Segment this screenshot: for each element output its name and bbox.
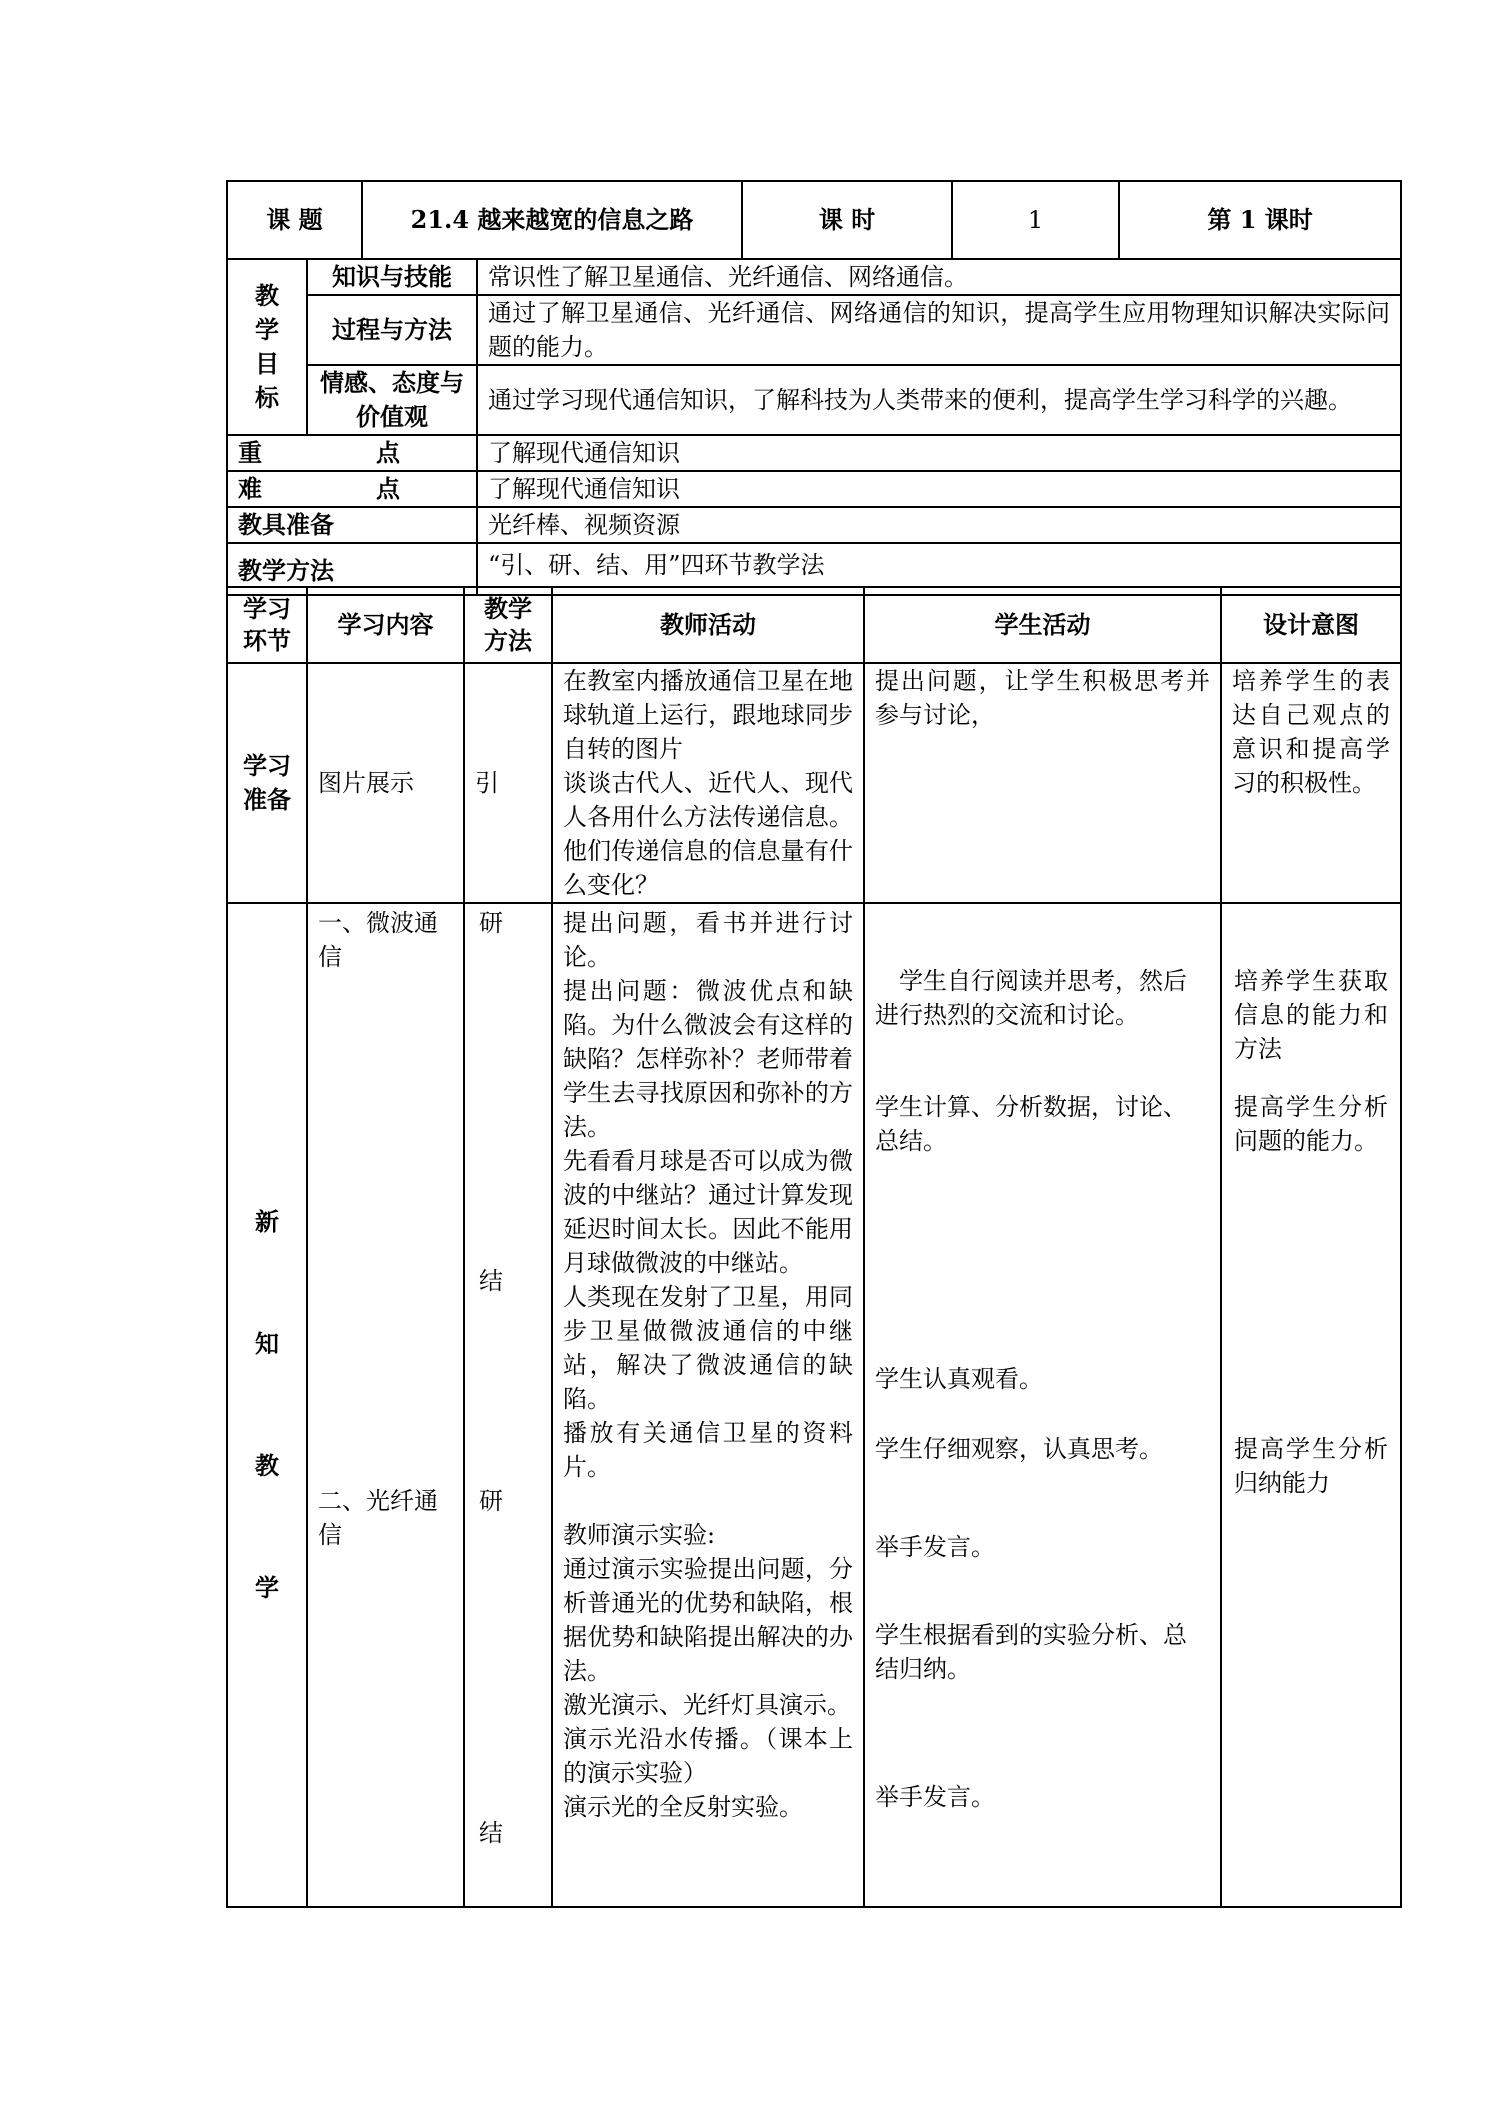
topic-row xyxy=(227,181,1401,259)
new-teacher-7: 通过演示实验提出问题，分析普通光的优势和缺陷，根据优势和缺陷提出解决的办法。 xyxy=(563,1555,853,1685)
prep-student: 提出问题，让学生积极思考并参与讨论， xyxy=(864,663,1221,903)
method-label: 教学方法 xyxy=(227,543,477,595)
new-student xyxy=(864,903,1221,1907)
new-content-1: 一、微波通信 xyxy=(318,909,438,971)
objectives-label xyxy=(227,259,307,435)
new-method-3: 研 xyxy=(479,1487,503,1515)
prep-teacher-line-1: 在教室内播放通信卫星在地球轨道上运行，跟地球同步自转的图片 xyxy=(563,667,853,763)
col-header-stage: 学习环节 xyxy=(227,587,307,663)
new-method xyxy=(464,903,552,1907)
prep-method: 引 xyxy=(464,663,552,903)
prep-teacher xyxy=(552,663,864,903)
new-student-1: 学生自行阅读并思考，然后进行热烈的交流和讨论。 xyxy=(875,967,1187,1029)
new-teacher-10: 演示光的全反射实验。 xyxy=(563,1793,803,1821)
new-intent-3: 提高学生分析归纳能力 xyxy=(1234,1435,1388,1497)
new-knowledge-row xyxy=(227,903,1401,1907)
objective-label-process: 过程与方法 xyxy=(307,295,477,365)
new-intent xyxy=(1221,903,1401,1907)
prep-content: 图片展示 xyxy=(307,663,464,903)
prep-intent: 培养学生的表达自己观点的意识和提高学习的积极性。 xyxy=(1221,663,1401,903)
materials-label: 教具准备 xyxy=(227,507,477,543)
objective-label-knowledge: 知识与技能 xyxy=(307,259,477,295)
new-method-4: 结 xyxy=(479,1819,503,1847)
objective-row-process xyxy=(227,295,1401,365)
new-teacher-6: 教师演示实验: xyxy=(563,1521,716,1549)
col-header-student: 学生活动 xyxy=(864,587,1221,663)
period-count: 1 xyxy=(952,181,1119,259)
prep-stage: 学习准备 xyxy=(227,663,307,903)
new-stage-char-1: 新 xyxy=(255,1207,279,1236)
new-stage xyxy=(227,903,307,1907)
objective-text-process: 通过了解卫星通信、光纤通信、网络通信的知识，提高学生应用物理知识解决实际问题的能力。 xyxy=(477,295,1401,365)
materials-row xyxy=(227,507,1401,543)
new-teacher xyxy=(552,903,864,1907)
new-intent-1: 培养学生获取信息的能力和方法 xyxy=(1234,967,1388,1063)
activity-header-row xyxy=(227,587,1401,663)
new-student-7: 举手发言。 xyxy=(875,1783,995,1811)
new-teacher-4: 人类现在发射了卫星，用同步卫星做微波通信的中继站，解决了微波通信的缺陷。 xyxy=(563,1283,853,1413)
objectives-label-text: 教学目标 xyxy=(255,281,279,412)
difficulty-row xyxy=(227,471,1401,507)
col-header-content: 学习内容 xyxy=(307,587,464,663)
new-teacher-5: 播放有关通信卫星的资料片。 xyxy=(563,1419,853,1481)
method-text: “引、研、结、用”四环节教学法 xyxy=(477,543,1401,595)
topic-value: 21.4 越来越宽的信息之路 xyxy=(362,181,742,259)
prep-teacher-line-2: 谈谈古代人、近代人、现代人各用什么方法传递信息。他们传递信息的信息量有什么变化？ xyxy=(563,769,853,899)
new-student-5: 举手发言。 xyxy=(875,1533,995,1561)
col-header-teacher: 教师活动 xyxy=(552,587,864,663)
difficulty-text: 了解现代通信知识 xyxy=(477,471,1401,507)
materials-text: 光纤棒、视频资源 xyxy=(477,507,1401,543)
lesson-header-table xyxy=(226,180,1402,596)
new-stage-char-2: 知 xyxy=(255,1329,279,1358)
key-point-text: 了解现代通信知识 xyxy=(477,435,1401,471)
period-ordinal: 第 1 课时 xyxy=(1119,181,1401,259)
prep-row xyxy=(227,663,1401,903)
difficulty-label: 难 点 xyxy=(227,471,477,507)
objective-text-knowledge: 常识性了解卫星通信、光纤通信、网络通信。 xyxy=(477,259,1401,295)
new-teacher-8: 激光演示、光纤灯具演示。 xyxy=(563,1691,851,1719)
objective-row-knowledge xyxy=(227,259,1401,295)
new-student-3: 学生认真观看。 xyxy=(875,1365,1043,1393)
new-student-6: 学生根据看到的实验分析、总结归纳。 xyxy=(875,1621,1187,1683)
new-teacher-9: 演示光沿水传播。（课本上的演示实验） xyxy=(563,1725,853,1787)
col-header-intent: 设计意图 xyxy=(1221,587,1401,663)
new-teacher-3: 先看看月球是否可以成为微波的中继站？通过计算发现延迟时间太长。因此不能用月球做微波的中继站。 xyxy=(563,1147,853,1277)
new-content-2: 二、光纤通信 xyxy=(318,1487,438,1549)
new-student-2: 学生计算、分析数据，讨论、总结。 xyxy=(875,1093,1187,1155)
new-student-4: 学生仔细观察，认真思考。 xyxy=(875,1435,1163,1463)
new-stage-char-3: 教 xyxy=(255,1451,279,1480)
objective-row-emotion xyxy=(227,365,1401,435)
activity-table xyxy=(226,586,1402,1908)
new-method-1: 研 xyxy=(479,909,503,937)
new-method-2: 结 xyxy=(479,1267,503,1295)
new-content xyxy=(307,903,464,1907)
period-label: 课 时 xyxy=(742,181,952,259)
objective-label-emotion: 情感、态度与价值观 xyxy=(307,365,477,435)
new-teacher-2: 提出问题：微波优点和缺陷。为什么微波会有这样的缺陷？怎样弥补？老师带着学生去寻找原因和弥补的方法。 xyxy=(563,977,853,1141)
objective-text-emotion: 通过学习现代通信知识，了解科技为人类带来的便利，提高学生学习科学的兴趣。 xyxy=(477,365,1401,435)
topic-label: 课 题 xyxy=(227,181,362,259)
col-header-method: 教学方法 xyxy=(464,587,552,663)
key-point-label: 重 点 xyxy=(227,435,477,471)
new-teacher-1: 提出问题，看书并进行讨论。 xyxy=(563,909,853,971)
new-stage-char-4: 学 xyxy=(255,1573,279,1602)
new-intent-2: 提高学生分析问题的能力。 xyxy=(1234,1093,1388,1155)
key-point-row xyxy=(227,435,1401,471)
